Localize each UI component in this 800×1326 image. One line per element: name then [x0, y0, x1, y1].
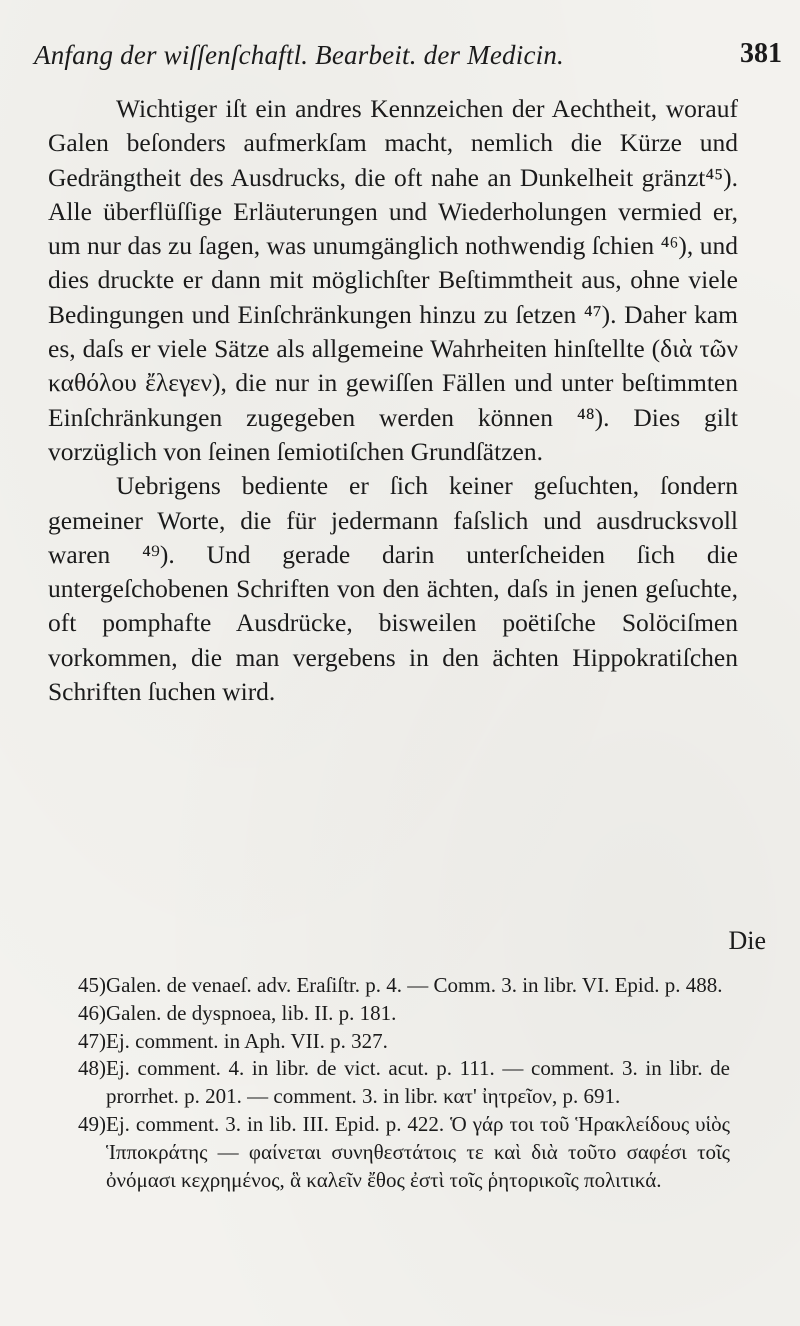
footnote-text: Ej. comment. 4. in libr. de vict. acut. p. 111. — comment. 3. in libr. de prorrhet. p. 201. — comment. 3. in libr. κατ' ἰητρεῖον, p. 691.	[106, 1056, 730, 1109]
footnote-text: Galen. de dyspnoea, lib. II. p. 181.	[106, 1000, 397, 1025]
footnote-46	[60, 1000, 730, 1028]
footnote-45	[60, 972, 730, 1000]
main-text	[48, 92, 738, 709]
footnote-47	[60, 1028, 730, 1056]
footnote-number: 46)	[78, 1000, 106, 1025]
footnote-49	[60, 1111, 730, 1194]
footnote-number: 48)	[78, 1056, 106, 1081]
footnote-number: 45)	[78, 973, 106, 997]
footnote-number: 47)	[78, 1028, 106, 1053]
footnote-text: Ej. comment. in Aph. VII. p. 327.	[106, 1028, 388, 1053]
page-number: 381	[740, 38, 782, 69]
running-head-title: Anfang der wiſſenſchaftl. Bearbeit. der Medicin.	[34, 40, 564, 70]
paragraph-1: Wichtiger iſt ein andres Kennzeichen der Aechtheit, worauf Galen beſonders aufmerkſam macht, nemlich die Kürze und Gedrängtheit des Ausdrucks, die oft nahe an Dunkelheit gränzt⁴⁵). Alle überflüſſige Erläuterungen und Wiederholungen vermied er, um nur das zu ſagen, was unumgänglich nothwendig ſchien ⁴⁶), und dies druckte er dann mit möglichſter Beſtimmtheit aus, ohne viele Bedingungen und Einſchränkungen hinzu zu ſetzen ⁴⁷). Daher kam es, daſs er viele Sätze als allgemeine Wahrheiten hinſtellte (διὰ τῶν καθόλου ἔλεγεν), die nur in gewiſſen Fällen und unter beſtimmten Einſchränkungen zugegeben werden können ⁴⁸). Dies gilt vorzüglich von ſeinen ſemiotiſchen Grundſätzen.	[48, 94, 738, 466]
footnote-text: Ej. comment. 3. in lib. III. Epid. p. 422. Ὁ γάρ τοι τοῦ Ἡρακλείδους υἱὸς Ἱπποκράτης — φαίνεται συνηθεστάτοις τε καὶ διὰ τοῦτο σαφέσι τοῖς ὀνόμασι κεχρημένος, ἃ καλεῖν ἔθος ἐστὶ τοῖς ῥητορικοῖς πολιτικά.	[106, 1111, 730, 1192]
catchword: Die	[728, 926, 766, 955]
footnote-number: 49)	[78, 1111, 106, 1136]
footnote-text: Galen. de venaeſ. adv. Eraſiſtr. p. 4. — Comm. 3. in libr. VI. Epid. p. 488.	[106, 973, 723, 997]
footnote-48	[60, 1055, 730, 1111]
running-head	[34, 34, 794, 84]
paragraph-2: Uebrigens bediente er ſich keiner geſuchten, ſondern gemeiner Worte, die für jedermann faſslich und ausdrucksvoll waren ⁴⁹). Und gerade darin unterſcheiden ſich die untergeſchobenen Schriften von den ächten, daſs in jenen geſuchte, oft pomphafte Ausdrücke, bisweilen poëtiſche Solöciſmen vorkommen, die man vergebens in den ächten Hippokratiſchen Schriften ſuchen wird.	[48, 471, 738, 707]
footnotes	[60, 972, 730, 1194]
